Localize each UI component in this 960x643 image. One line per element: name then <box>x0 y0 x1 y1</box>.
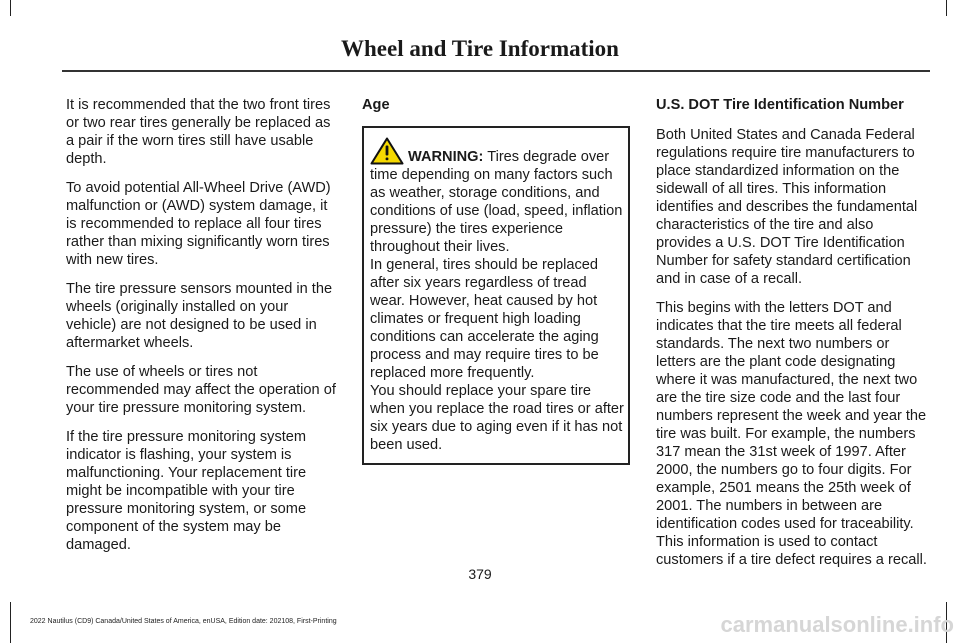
warning-paragraph: You should replace your spare tire when you replace the road tires or after six years due to aging even if it has not been used. <box>370 383 624 453</box>
page-number: 379 <box>468 566 492 582</box>
crop-mark-top-left <box>10 0 11 16</box>
warning-paragraph <box>370 137 624 256</box>
column-left <box>66 96 338 565</box>
edition-footer: 2022 Nautilus (CD9) Canada/United States of America, enUSA, Edition date: 202108, First-Printing <box>30 618 337 625</box>
paragraph: The use of wheels or tires not recommended may affect the operation of your tire pressure monitoring system. <box>66 364 336 416</box>
paragraph: To avoid potential All-Wheel Drive (AWD) malfunction or (AWD) system damage, it is recommended to replace all four tires rather than mixing significantly worn tires with new tires. <box>66 180 331 268</box>
paragraph: It is recommended that the two front tires or two rear tires generally be replaced as a pair if the worn tires still have usable depth. <box>66 97 331 167</box>
paragraph: Both United States and Canada Federal regulations require tire manufacturers to place standardized information on the sidewall of all tires. This information identifies and describes the fundamental characteristics of the tire and also provides a U.S. DOT Tire Identification Number for safety standard certification and in case of a recall. <box>656 127 918 287</box>
section-heading-age: Age <box>362 97 390 113</box>
warning-paragraph: In general, tires should be replaced after six years regardless of tread wear. However, heat caused by hot climates or frequent high loading conditions can accelerate the aging process and may require tires to be replaced more frequently. <box>370 257 599 381</box>
watermark: carmanualsonline.info <box>720 612 954 637</box>
paragraph: If the tire pressure monitoring system indicator is flashing, your system is malfunctioning. Your replacement tire might be incompatible with your tire pressure monitoring system, or some component of the system may be damaged. <box>66 429 307 553</box>
section-heading-dot: U.S. DOT Tire Identification Number <box>656 97 904 113</box>
warning-text: Tires degrade over time depending on many factors such as weather, storage conditions, and conditions of use (load, speed, inflation pressure) the tires experience throughout their lives. <box>370 149 623 255</box>
header-divider <box>62 70 930 72</box>
crop-mark-bottom-left <box>10 602 11 643</box>
crop-mark-top-right <box>946 0 947 16</box>
column-middle <box>362 96 630 465</box>
warning-box <box>362 126 630 465</box>
paragraph: The tire pressure sensors mounted in the wheels (originally installed on your vehicle) are not designed to be used in aftermarket wheels. <box>66 281 333 351</box>
warning-triangle-icon <box>370 137 404 165</box>
column-right <box>656 96 928 580</box>
paragraph: This begins with the letters DOT and indicates that the tire meets all federal standards. The next two numbers or letters are the plant code designating where it was manufactured, the next two are the tire size code and the last four numbers represent the week and year the tire was built. For example, the numbers 317 mean the 31st week of 1997. After 2000, the numbers go to four digits. For example, 2501 means the 25th week of 2001. The numbers in between are identification codes used for traceability. This information is used to contact customers if a tire defect requires a recall. <box>656 300 927 568</box>
warning-label: WARNING: <box>408 149 484 165</box>
page-title: Wheel and Tire Information <box>341 36 619 61</box>
